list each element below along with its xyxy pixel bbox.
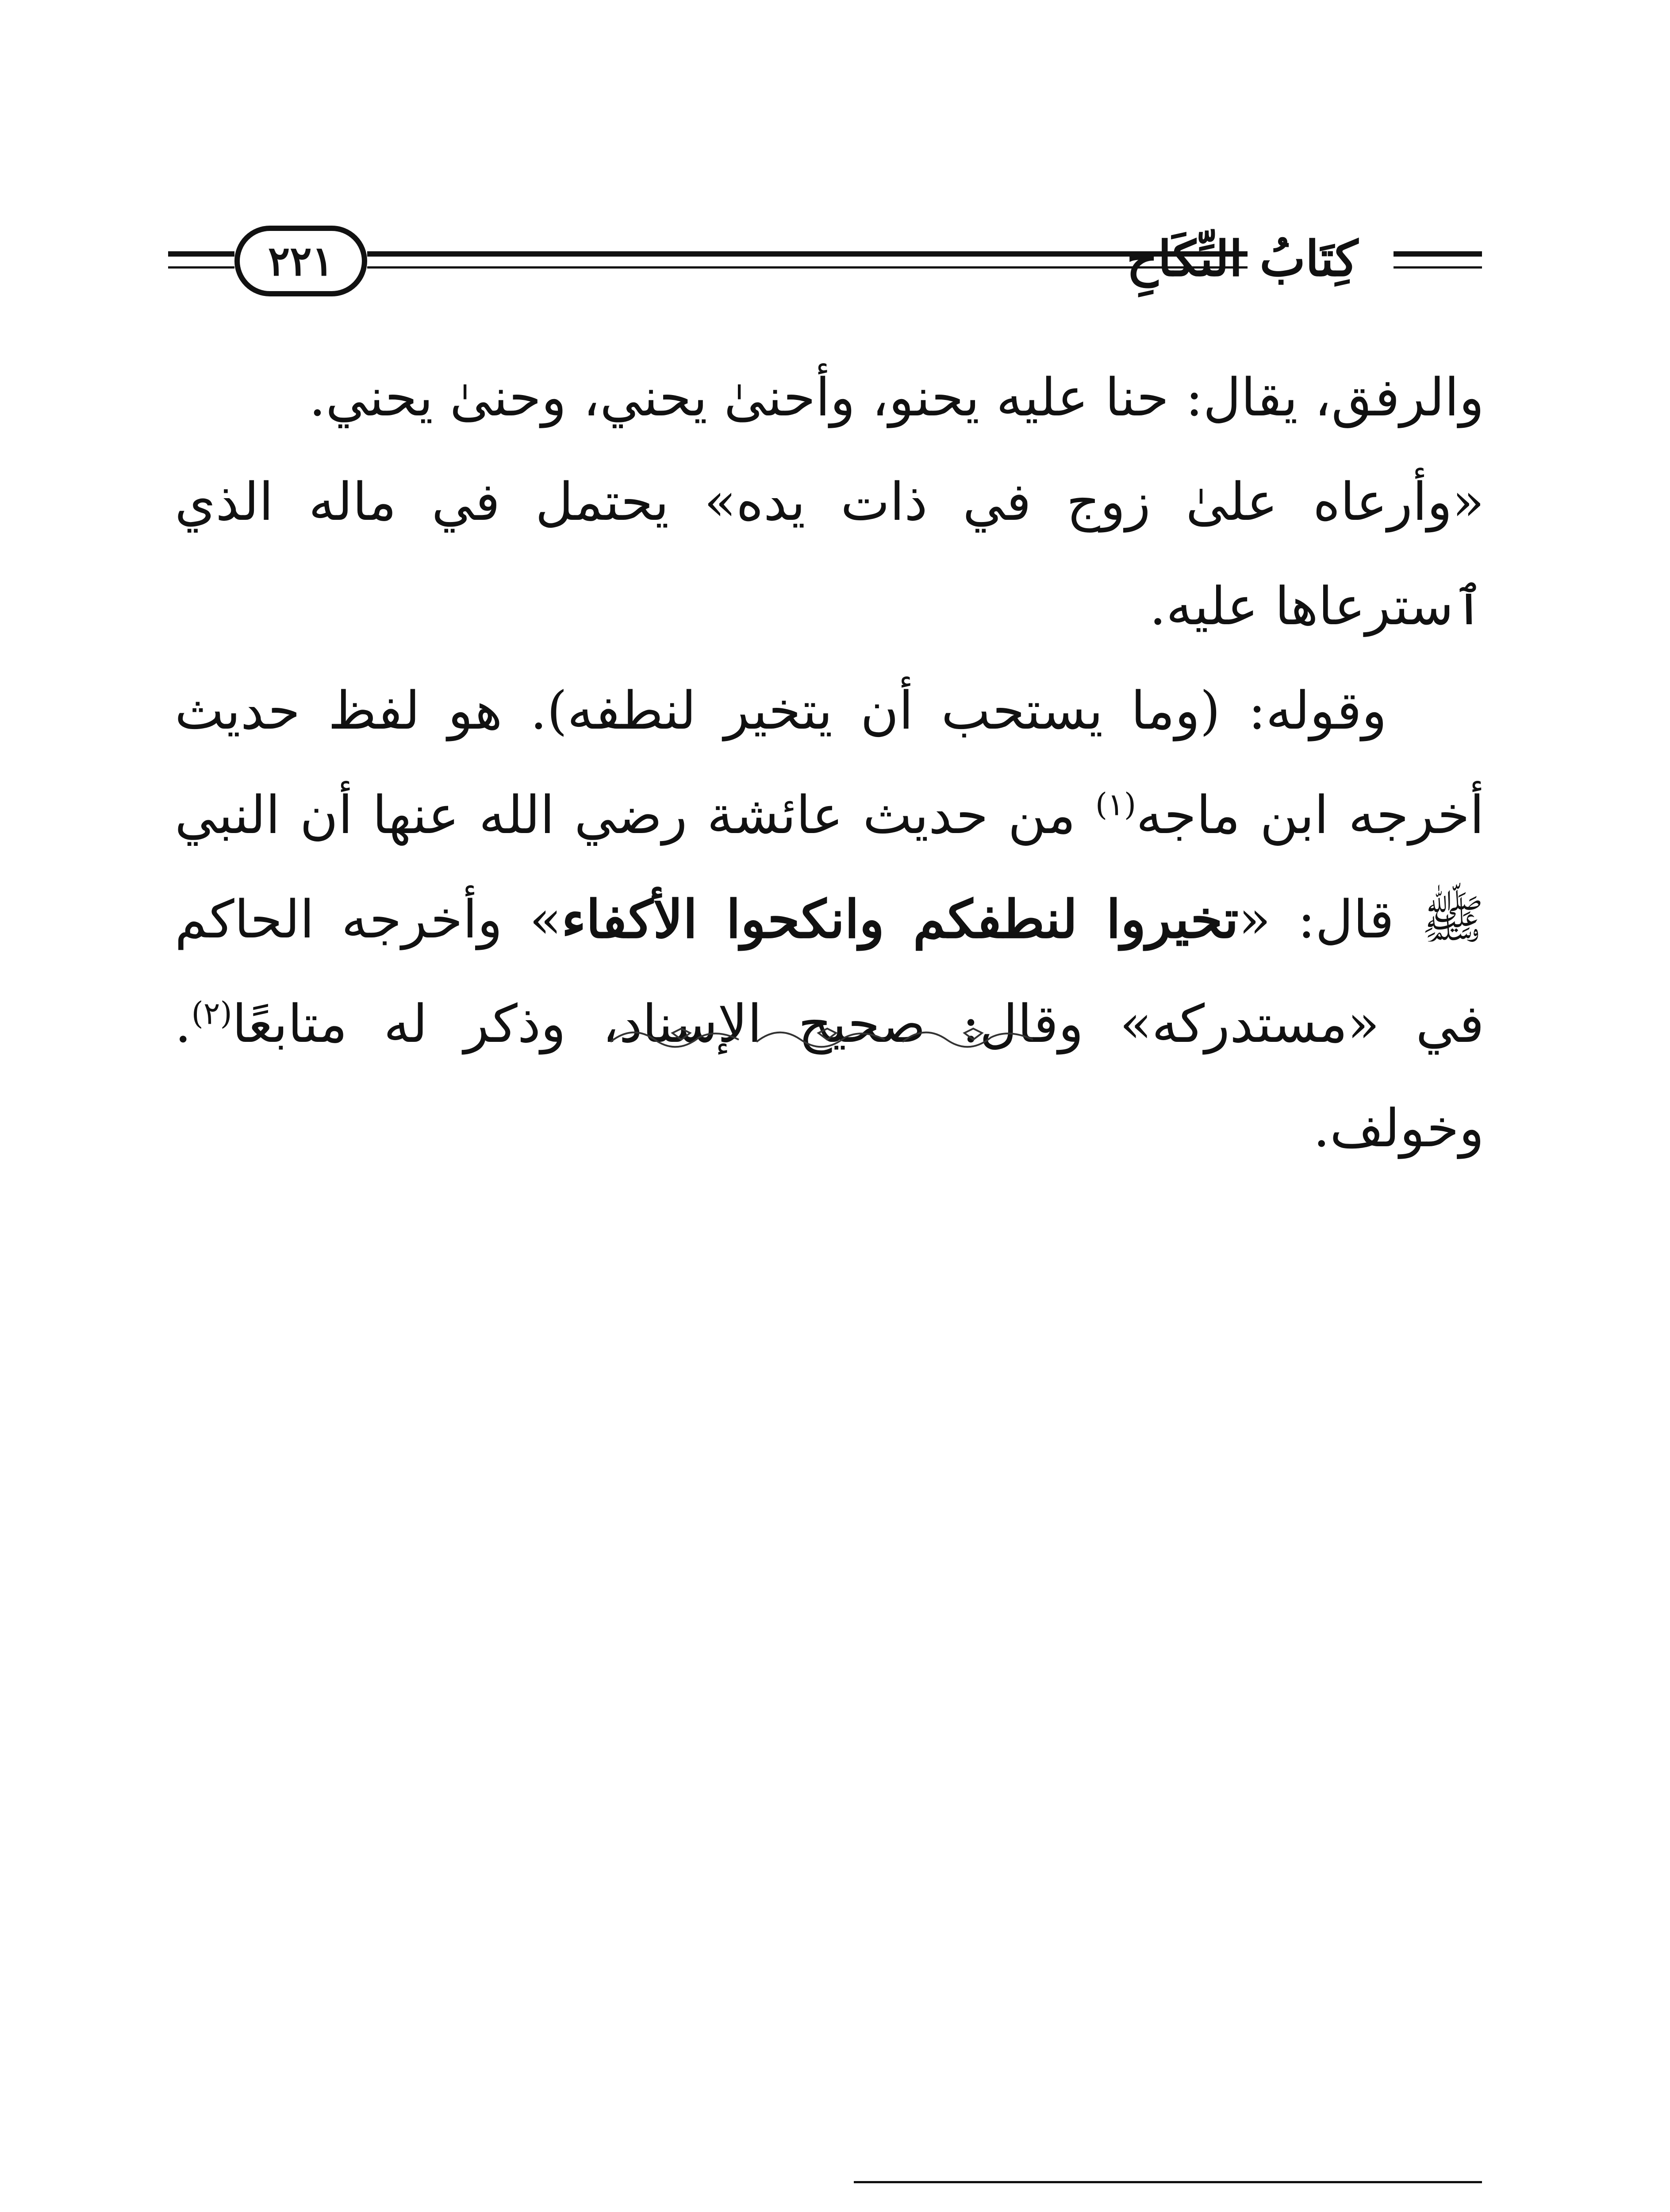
paragraph-3-part-b: من حديث عائشة رضي الله عنها أن النبي ﷺ قال: «: [175, 784, 1485, 950]
page-number: ٢٢١: [234, 226, 367, 296]
header-rule-middle-thin: [367, 266, 1248, 269]
running-title: كِتَابُ النِّكَاحِ: [1126, 230, 1358, 287]
header-rule-right-thick: [1394, 251, 1482, 257]
header-rule-middle-thick: [367, 251, 1248, 257]
paragraph-1: والرفق، يقال: حنا عليه يحنو، وأحنىٰ يحني، وحنىٰ يحني.: [309, 367, 1484, 428]
paragraph-3: [175, 658, 1484, 1180]
footnote-ref-2[interactable]: (٢): [191, 995, 232, 1032]
paragraph-3-part-c: » وأخرجه الحاكم في «مستدركه» وقال: صحيح الإسناد، وذكر له متابعًا: [175, 889, 1484, 1054]
header-rule-right-thin: [1394, 266, 1482, 269]
hadith-quote: تخيروا لنطفكم وانكحوا الأكفاء: [561, 888, 1239, 950]
footnote-ref-1[interactable]: (١): [1095, 786, 1136, 823]
paragraph-3-part-a: وقوله: (وما يستحب أن يتخير لنطفه). هو لفظ حديث أخرجه ابن ماجه: [175, 680, 1484, 845]
footnote-separator: [854, 2181, 1482, 2183]
section-ornament: [606, 1020, 1040, 1055]
paragraph-3-part-d: . وخولف.: [175, 993, 1484, 1159]
paragraph-2: «وأرعاه علىٰ زوج في ذات يده» يحتمل في ماله الذي ٱسترعاها عليه.: [175, 471, 1484, 637]
header-rule-left-thin: [168, 266, 234, 269]
header-rule-left-thick: [168, 251, 234, 257]
page-header: [168, 217, 1482, 305]
